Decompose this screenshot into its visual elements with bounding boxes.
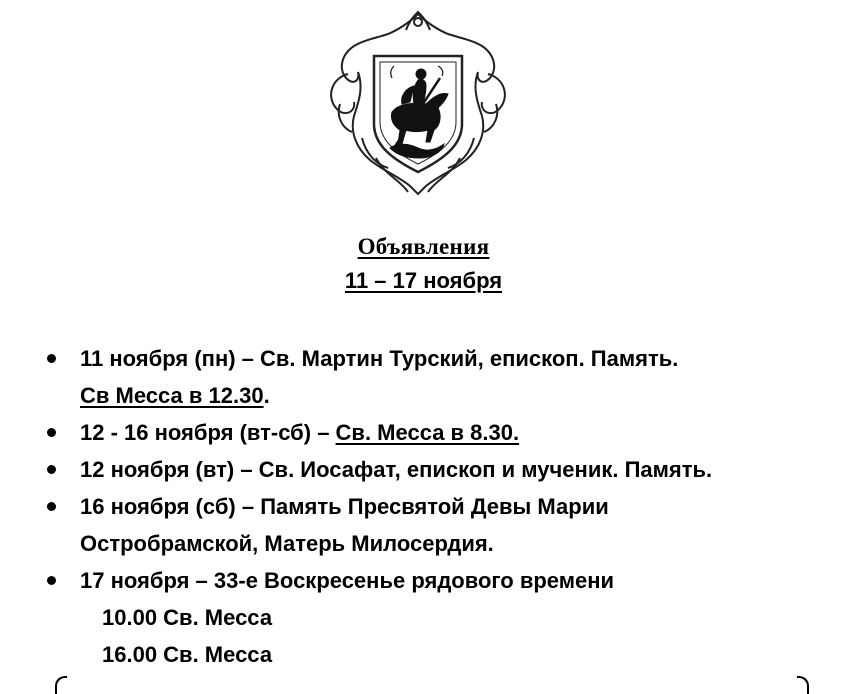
mass-time-1: 10.00 Св. Месса (102, 605, 273, 630)
item-mass-time: Св Месса в 12.30 (80, 383, 264, 408)
item-text: 11 ноября (пн) – Св. Мартин Турский, епископ. Память. (80, 346, 679, 371)
list-item (0, 414, 847, 451)
item-text: 17 ноября – 33-е Воскресенье рядового времени (80, 568, 615, 593)
list-item (0, 451, 847, 488)
announcements-title: Объявления (357, 234, 490, 259)
coat-of-arms-icon (318, 8, 518, 200)
frame-corner-right (797, 676, 809, 694)
mass-time-2: 16.00 Св. Месса (102, 642, 273, 667)
announcement-list (0, 340, 847, 673)
item-text: 16 ноября (сб) – Память Пресвятой Девы Марии (80, 494, 609, 519)
date-range: 11 – 17 ноября (344, 268, 503, 293)
bullet-icon (47, 428, 56, 437)
item-mass-time: Св. Месса в 8.30. (335, 420, 520, 445)
bullet-icon (47, 576, 56, 585)
item-punctuation: . (263, 383, 270, 408)
bullet-icon (47, 465, 56, 474)
item-text: 12 - 16 ноября (вт-сб) – (80, 420, 336, 445)
list-item (0, 340, 847, 414)
list-item (0, 488, 847, 562)
list-item (0, 562, 847, 673)
frame-corner-left (55, 676, 67, 694)
item-text: 12 ноября (вт) – Св. Иосафат, епископ и мученик. Память. (80, 457, 713, 482)
bullet-icon (47, 354, 56, 363)
bullet-icon (47, 502, 56, 511)
item-text-continued: Остробрамской, Матерь Милосердия. (80, 531, 494, 556)
